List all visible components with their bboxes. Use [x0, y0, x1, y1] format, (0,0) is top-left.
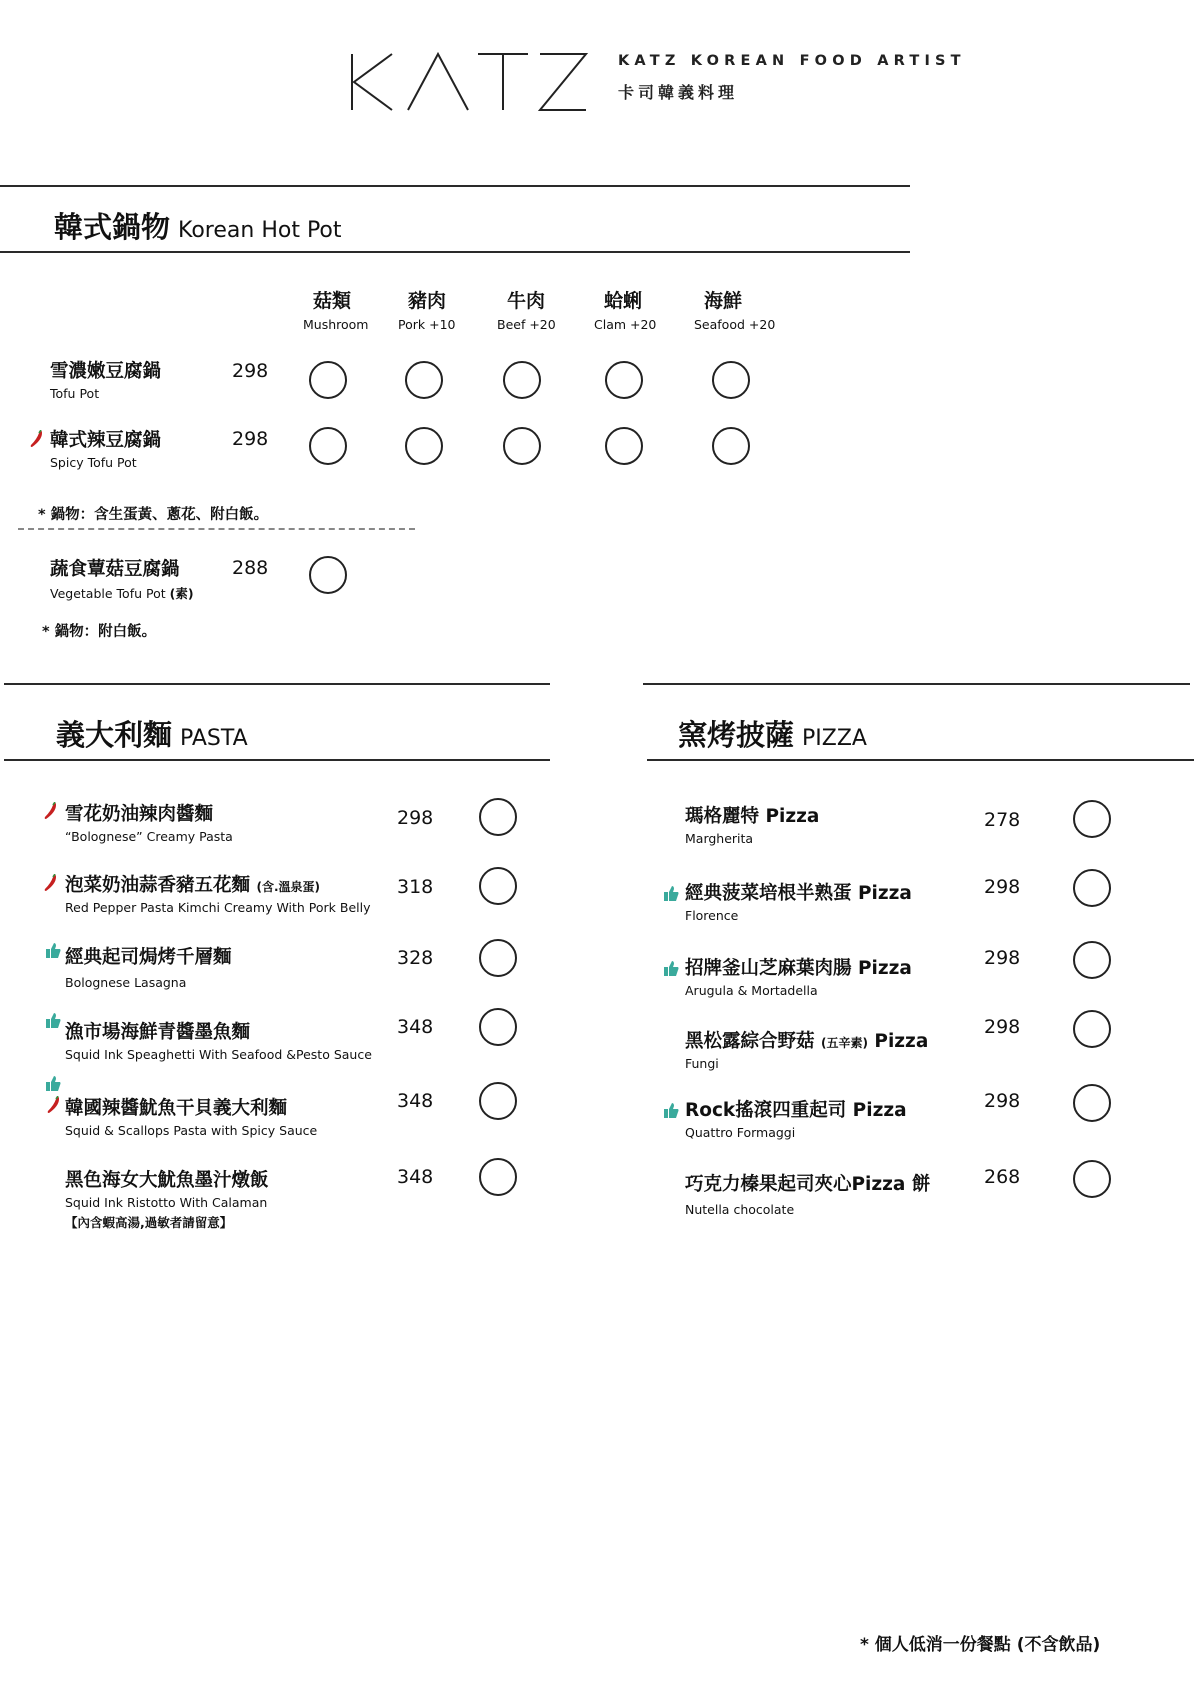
menu-item: 黑色海女大魷魚墨汁燉飯 Squid Ink Ristotto With Calaman 【內含蝦高湯,過敏者請留意】: [65, 1170, 269, 1230]
order-checkbox-pork[interactable]: [405, 427, 443, 465]
menu-item: 蔬食蕈菇豆腐鍋 Vegetable Tofu Pot (素): [50, 559, 194, 601]
order-checkbox-beef[interactable]: [503, 361, 541, 399]
item-price: 298: [984, 876, 1021, 898]
brand-name-en: KATZ KOREAN FOOD ARTIST: [618, 53, 966, 69]
order-checkbox-mushroom[interactable]: [309, 427, 347, 465]
menu-item: 招牌釜山芝麻葉肉腸 Pizza Arugula & Mortadella: [685, 958, 912, 998]
brand-name-zh: 卡司韓義料理: [618, 83, 739, 102]
menu-item: Rock搖滾四重起司 Pizza Quattro Formaggi: [685, 1100, 907, 1140]
divider: [0, 251, 910, 253]
divider: [643, 683, 1190, 685]
order-checkbox[interactable]: [1073, 1010, 1111, 1048]
order-checkbox-mushroom[interactable]: [309, 361, 347, 399]
item-price: 328: [397, 947, 434, 969]
pizza-title: 窯烤披薩 PIZZA: [678, 718, 867, 752]
menu-item: 經典菠菜培根半熟蛋 Pizza Florence: [685, 883, 912, 923]
order-checkbox-clam[interactable]: [605, 361, 643, 399]
thumbs-up-icon: [45, 942, 61, 960]
item-price: 318: [397, 876, 434, 898]
order-checkbox[interactable]: [1073, 800, 1111, 838]
hotpot-note: * 鍋物：附白飯。: [42, 624, 157, 640]
order-checkbox[interactable]: [1073, 1084, 1111, 1122]
divider: [4, 683, 550, 685]
dashed-divider: [18, 528, 415, 530]
order-checkbox-clam[interactable]: [605, 427, 643, 465]
order-checkbox[interactable]: [479, 1158, 517, 1196]
item-price: 348: [397, 1090, 434, 1112]
column-mushroom: 菇類 Mushroom: [303, 290, 369, 332]
order-checkbox[interactable]: [479, 1082, 517, 1120]
menu-item: 雪花奶油辣肉醬麵 “Bolognese” Creamy Pasta: [65, 804, 233, 844]
chili-icon: [28, 430, 44, 448]
thumbs-up-icon: [663, 885, 679, 903]
column-beef: 牛肉 Beef +20: [497, 290, 556, 332]
menu-item: 經典起司焗烤千層麵 Bolognese Lasagna: [65, 947, 232, 990]
menu-item: 瑪格麗特 Pizza Margherita: [685, 806, 820, 846]
divider: [4, 759, 550, 761]
menu-item: 泡菜奶油蒜香豬五花麵 (含.溫泉蛋) Red Pepper Pasta Kimchi Creamy With Pork Belly: [65, 875, 371, 915]
menu-item: 韓國辣醬魷魚干貝義大利麵 Squid & Scallops Pasta with Spicy Sauce: [65, 1098, 318, 1138]
item-price: 298: [984, 947, 1021, 969]
order-checkbox-beef[interactable]: [503, 427, 541, 465]
order-checkbox[interactable]: [309, 556, 347, 594]
order-checkbox[interactable]: [1073, 869, 1111, 907]
item-price: 298: [232, 428, 269, 450]
item-price: 278: [984, 809, 1021, 831]
chili-icon: [42, 874, 58, 892]
thumbs-up-icon: [45, 1075, 61, 1093]
katz-logo: [350, 52, 590, 112]
order-checkbox-pork[interactable]: [405, 361, 443, 399]
item-price: 298: [984, 1016, 1021, 1038]
item-price: 348: [397, 1166, 434, 1188]
order-checkbox[interactable]: [479, 867, 517, 905]
menu-item: 韓式辣豆腐鍋 Spicy Tofu Pot: [50, 430, 162, 470]
divider: [0, 185, 910, 187]
item-price: 298: [232, 360, 269, 382]
chili-icon: [45, 1096, 61, 1114]
pasta-title: 義大利麵 PASTA: [56, 718, 248, 752]
thumbs-up-icon: [663, 960, 679, 978]
item-price: 268: [984, 1166, 1021, 1188]
menu-item: 漁市場海鮮青醬墨魚麵 Squid Ink Speaghetti With Seafood &Pesto Sauce: [65, 1022, 372, 1062]
menu-item: 雪濃嫩豆腐鍋 Tofu Pot: [50, 361, 162, 401]
column-pork: 豬肉 Pork +10: [398, 290, 456, 332]
item-price: 288: [232, 557, 269, 579]
item-price: 298: [984, 1090, 1021, 1112]
item-price: 298: [397, 807, 434, 829]
hotpot-title: 韓式鍋物 Korean Hot Pot: [54, 210, 342, 244]
order-checkbox[interactable]: [1073, 1160, 1111, 1198]
hotpot-note: * 鍋物：含生蛋黃、蔥花、附白飯。: [38, 507, 269, 523]
order-checkbox[interactable]: [479, 939, 517, 977]
order-checkbox[interactable]: [1073, 941, 1111, 979]
item-price: 348: [397, 1016, 434, 1038]
order-checkbox-seafood[interactable]: [712, 361, 750, 399]
thumbs-up-icon: [663, 1102, 679, 1120]
chili-icon: [42, 802, 58, 820]
minimum-charge-note: * 個人低消一份餐點 (不含飲品): [860, 1635, 1101, 1655]
divider: [647, 759, 1194, 761]
column-clam: 蛤蜊 Clam +20: [594, 290, 657, 332]
menu-item: 巧克力榛果起司夾心Pizza 餅 Nutella chocolate: [685, 1174, 931, 1217]
column-seafood: 海鮮 Seafood +20: [694, 290, 776, 332]
order-checkbox[interactable]: [479, 1008, 517, 1046]
order-checkbox-seafood[interactable]: [712, 427, 750, 465]
thumbs-up-icon: [45, 1012, 61, 1030]
order-checkbox[interactable]: [479, 798, 517, 836]
menu-item: 黑松露綜合野菇 (五辛素) Pizza Fungi: [685, 1031, 929, 1071]
